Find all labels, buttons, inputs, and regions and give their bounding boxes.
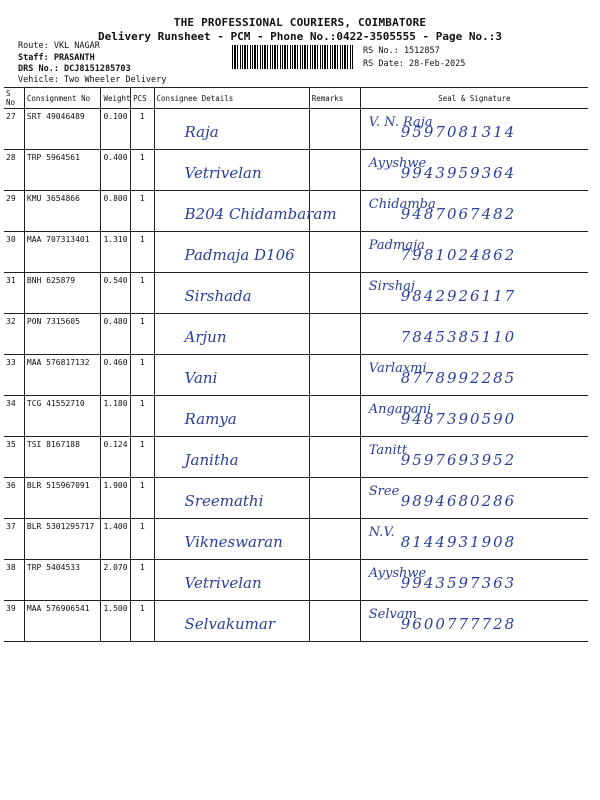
consignee-handwritten-name: Ramya [184,410,237,428]
consignment-cell: TCG 41552710 [24,396,101,437]
pcs-cell: 1 [131,314,154,355]
rs-number: RS No.: 1512857 [363,46,440,56]
pcs-cell: 1 [131,273,154,314]
remarks-cell [309,519,360,560]
remarks-cell [309,109,360,150]
remarks-cell [309,601,360,642]
sno-cell: 38 [4,560,24,601]
handwritten-signature: V. N. Raja [368,115,433,130]
consignee-cell [154,437,309,478]
table-row [4,109,588,150]
handwritten-signature: Selvam [368,607,417,622]
rs-date: RS Date: 28-Feb-2025 [363,59,466,69]
handwritten-phone: 7845385110 [400,328,517,346]
consignee-cell [154,601,309,642]
signature-cell [360,396,588,437]
weight-cell: 1.180 [101,396,131,437]
signature-cell [360,273,588,314]
consignee-cell [154,191,337,232]
signature-cell [360,519,588,560]
handwritten-phone: 9487067482 [400,205,517,223]
remarks-cell [309,191,360,232]
pcs-cell: 1 [131,109,154,150]
pcs-cell: 1 [131,355,154,396]
drs-number: DRS No.: DCJ8151285703 [18,64,131,74]
signature-cell [360,560,588,601]
table-header-row [4,88,588,109]
weight-cell: 1.400 [101,519,131,560]
consignment-cell: SRT 49046489 [24,109,101,150]
weight-cell: 0.800 [101,191,131,232]
consignment-cell: MAA 576817132 [24,355,101,396]
sno-cell: 27 [4,109,24,150]
col-header-consignment: Consignment No [24,88,101,109]
handwritten-signature: Angapani [368,402,432,417]
col-header-consignee: Consignee Details [154,88,309,109]
weight-cell: 0.460 [101,355,131,396]
consignee-handwritten-name: B204 Chidambaram [184,205,337,223]
consignee-cell [154,560,309,601]
consignment-cell: MAA 707313401 [24,232,101,273]
consignee-handwritten-name: Arjun [184,328,227,346]
consignee-cell [154,519,309,560]
staff-label: Staff: PRASANTH [18,53,95,63]
consignee-cell [154,314,309,355]
pcs-cell: 1 [131,519,154,560]
remarks-cell [309,437,360,478]
weight-cell: 0.124 [101,437,131,478]
table-row [4,232,588,273]
signature-cell [360,314,588,355]
weight-cell: 0.540 [101,273,131,314]
sno-cell: 28 [4,150,24,191]
consignee-handwritten-name: Vetrivelan [184,164,262,182]
signature-cell [360,191,588,232]
consignee-handwritten-name: Padmaja D106 [184,246,295,264]
runsheet-table [4,87,588,642]
consignee-cell [154,273,309,314]
table-row [4,191,588,232]
consignee-cell [154,478,309,519]
handwritten-signature: Chidamba [368,197,436,212]
consignment-cell: TRP 5964561 [24,150,101,191]
remarks-cell [309,232,360,273]
pcs-cell: 1 [131,560,154,601]
sno-cell: 33 [4,355,24,396]
weight-cell: 0.100 [101,109,131,150]
handwritten-phone: 9487390590 [400,410,517,428]
weight-cell: 1.500 [101,601,131,642]
signature-cell [360,601,588,642]
table-body [4,109,588,642]
sno-cell: 29 [4,191,24,232]
sno-cell: 34 [4,396,24,437]
sno-cell: 36 [4,478,24,519]
consignment-cell: BLR 515967091 [24,478,101,519]
remarks-cell [309,355,360,396]
sno-cell: 31 [4,273,24,314]
consignment-cell: KMU 3654866 [24,191,101,232]
sno-cell: 30 [4,232,24,273]
signature-cell [360,150,588,191]
col-header-weight: Weight [101,88,131,109]
handwritten-phone: 8778992285 [400,369,517,387]
remarks-cell [309,273,360,314]
consignee-handwritten-name: Vikneswaran [184,533,283,551]
sno-cell: 37 [4,519,24,560]
table-row [4,396,588,437]
vehicle-label: Vehicle: Two Wheeler Delivery [18,75,167,85]
pcs-cell: 1 [131,232,154,273]
sno-cell: 35 [4,437,24,478]
pcs-cell: 1 [131,437,154,478]
handwritten-signature: Ayyshwe [368,566,427,581]
table-row [4,355,588,396]
signature-cell [360,355,588,396]
consignee-cell [154,396,309,437]
consignment-cell: TRP 5404533 [24,560,101,601]
col-header-remarks: Remarks [309,88,360,109]
consignment-cell: TSI 8167188 [24,437,101,478]
weight-cell: 0.480 [101,314,131,355]
table-row [4,478,588,519]
pcs-cell: 1 [131,150,154,191]
runsheet-subtitle: Delivery Runsheet - PCM - Phone No.:0422-3505555 - Page No.:3 [98,30,502,43]
handwritten-phone: 9597693952 [400,451,517,469]
pcs-cell: 1 [131,191,154,232]
sno-cell: 39 [4,601,24,642]
table-row [4,150,588,191]
remarks-cell [309,396,360,437]
handwritten-phone: 9943597363 [400,574,517,592]
handwritten-phone: 7981024862 [400,246,517,264]
handwritten-signature: Sree [368,484,400,499]
handwritten-phone: 9842926117 [400,287,517,305]
handwritten-signature: Ayyshwe [368,156,427,171]
remarks-cell [309,314,360,355]
consignee-cell [154,355,309,396]
pcs-cell: 1 [131,478,154,519]
pcs-cell: 1 [131,396,154,437]
col-header-pcs: PCS [131,88,154,109]
weight-cell: 2.070 [101,560,131,601]
table-row [4,437,588,478]
handwritten-phone: 8144931908 [400,533,517,551]
consignee-cell [154,109,309,150]
handwritten-phone: 9597081314 [400,123,517,141]
handwritten-signature: Varlaxmi [368,361,427,376]
handwritten-signature: Padmaja [368,238,425,253]
consignee-handwritten-name: Janitha [184,451,239,469]
remarks-cell [309,150,360,191]
consignee-cell [154,232,309,273]
col-header-sno: S No [4,88,24,109]
sno-cell: 32 [4,314,24,355]
consignee-handwritten-name: Vetrivelan [184,574,262,592]
weight-cell: 0.400 [101,150,131,191]
table-row [4,519,588,560]
table-row [4,314,588,355]
handwritten-phone: 9943959364 [400,164,517,182]
company-title: THE PROFESSIONAL COURIERS, COIMBATORE [173,16,427,29]
consignee-handwritten-name: Sirshada [184,287,252,305]
weight-cell: 1.310 [101,232,131,273]
weight-cell: 1.900 [101,478,131,519]
handwritten-signature: N.V. [368,525,395,540]
table-row [4,273,588,314]
consignment-cell: MAA 576906541 [24,601,101,642]
consignee-cell [154,150,309,191]
pcs-cell: 1 [131,601,154,642]
consignee-handwritten-name: Raja [184,123,219,141]
consignee-handwritten-name: Selvakumar [184,615,275,633]
table-row [4,601,588,642]
consignee-handwritten-name: Sreemathi [184,492,264,510]
route-label: Route: VKL NAGAR [18,41,100,51]
consignment-cell: PON 7315605 [24,314,101,355]
remarks-cell [309,478,360,519]
col-header-signature: Seal & Signature [360,88,588,109]
signature-cell [360,478,588,519]
signature-cell [360,437,588,478]
consignment-cell: BNH 625879 [24,273,101,314]
signature-cell [360,232,588,273]
table-row [4,560,588,601]
barcode-image [232,45,354,69]
remarks-cell [309,560,360,601]
consignment-cell: BLR 5301295717 [24,519,101,560]
signature-cell [360,109,588,150]
handwritten-signature: Tanitt [368,443,408,458]
consignee-handwritten-name: Vani [184,369,218,387]
handwritten-phone: 9600777728 [400,615,517,633]
handwritten-signature: Sirshaj [368,279,415,294]
handwritten-phone: 9894680286 [400,492,517,510]
